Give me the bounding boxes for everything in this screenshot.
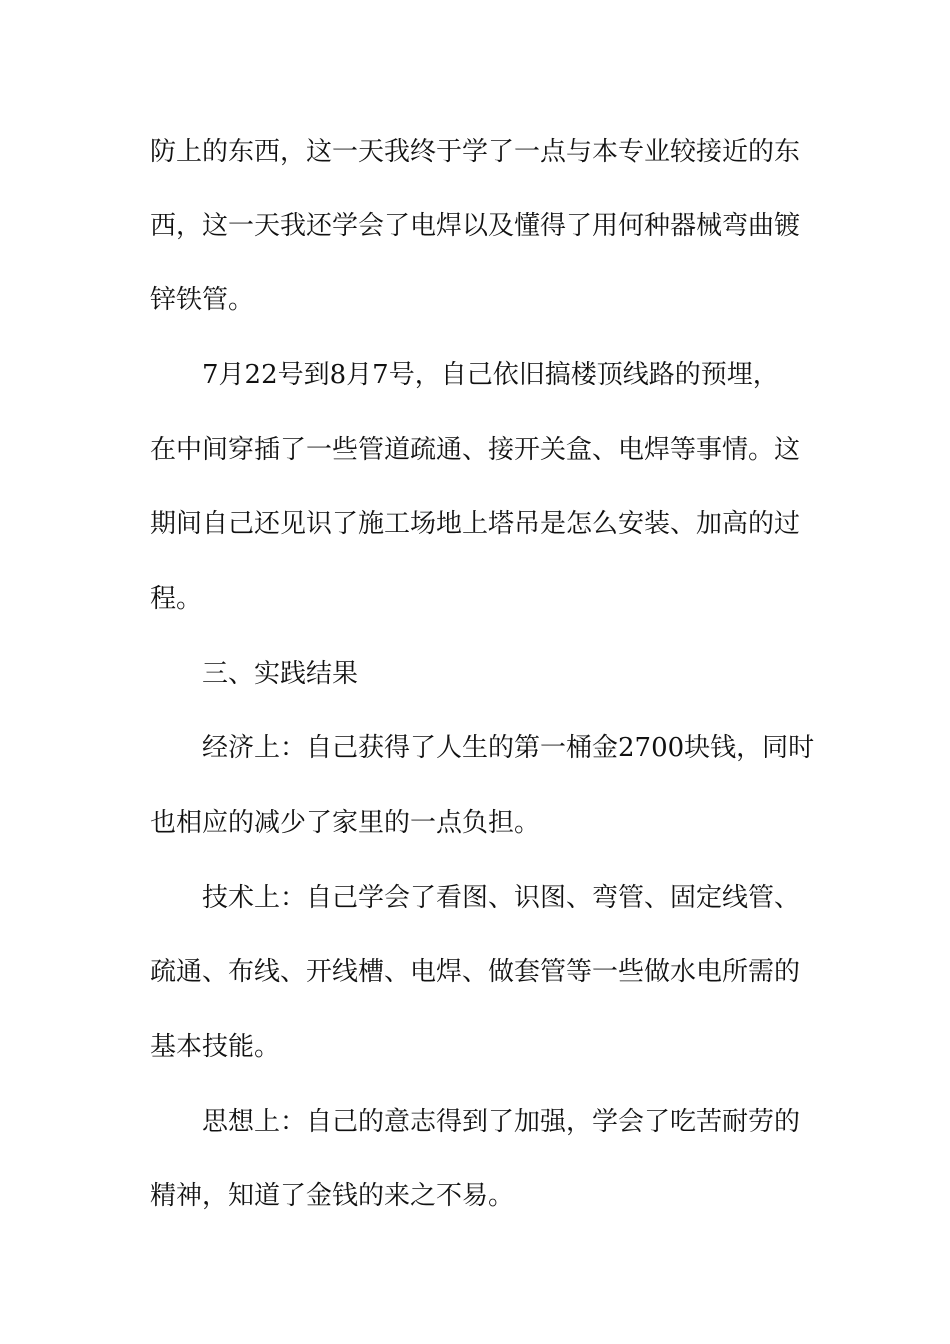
paragraph-1-line-2: 西，这一天我还学会了电焊以及懂得了用何种器械弯曲镀 — [150, 211, 801, 241]
paragraph-2-line-3: 期间自己还见识了施工场地上塔吊是怎么安装、加高的过 — [150, 509, 801, 539]
paragraph-5-line-1: 技术上：自己学会了看图、识图、弯管、固定线管、 — [202, 883, 801, 913]
paragraph-2-line-2: 在中间穿插了一些管道疏通、接开关盒、电焊等事情。这 — [150, 435, 801, 465]
section-heading: 三、实践结果 — [202, 659, 359, 689]
paragraph-2-line-1: 7月22号到8月7号，自己依旧搞楼顶线路的预埋， — [202, 360, 779, 390]
paragraph-2-line-4: 程。 — [150, 584, 203, 614]
paragraph-1-line-3: 锌铁管。 — [150, 285, 255, 315]
paragraph-4-line-2: 也相应的减少了家里的一点负担。 — [150, 808, 541, 838]
paragraph-4-line-1: 经济上：自己获得了人生的第一桶金2700块钱，同时 — [202, 733, 815, 763]
paragraph-5-line-2: 疏通、布线、开线槽、电焊、做套管等一些做水电所需的 — [150, 957, 801, 987]
paragraph-5-line-3: 基本技能。 — [150, 1032, 281, 1062]
paragraph-6-line-1: 思想上：自己的意志得到了加强，学会了吃苦耐劳的 — [202, 1107, 801, 1137]
paragraph-1-line-1: 防上的东西，这一天我终于学了一点与本专业较接近的东 — [150, 137, 801, 167]
paragraph-6-line-2: 精神，知道了金钱的来之不易。 — [150, 1181, 515, 1211]
